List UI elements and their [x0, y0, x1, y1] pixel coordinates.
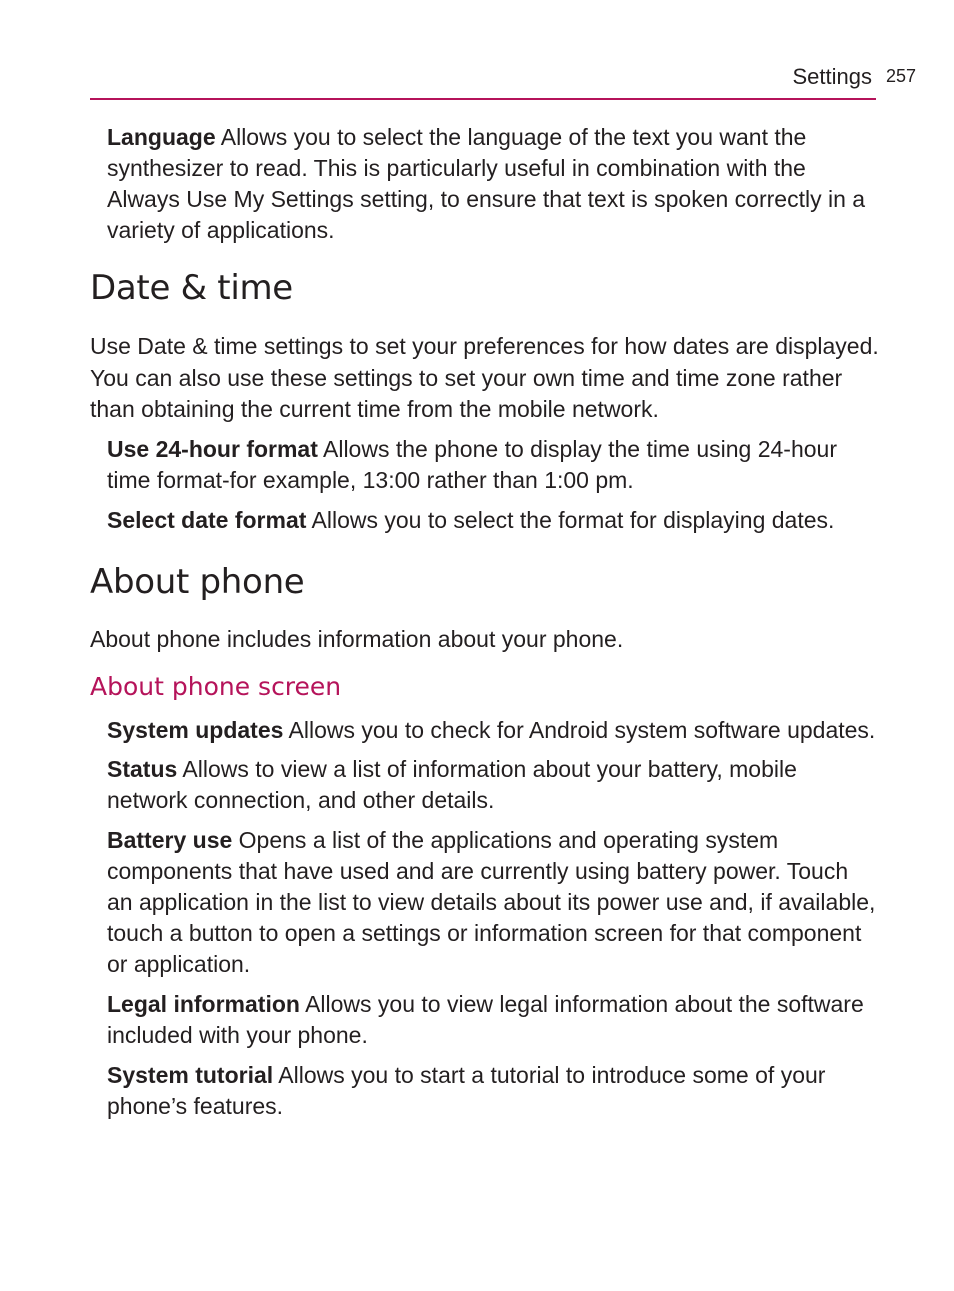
- item-term: Legal information: [107, 991, 300, 1017]
- date-time-intro: Use Date & time settings to set your preferences for how dates are displayed. You can also use these settings to set your own time and time zone rather than obtaining the current time from the mobile network.: [90, 333, 879, 422]
- date-time-heading: Date & time: [90, 268, 293, 308]
- item-description: Opens a list of the applications and operating system components that have used and are currently using battery power. Touch an application in the list to view details about its power use and, if available, touch a button to open a settings or information screen for that component or application.: [107, 827, 876, 977]
- select-date-format-item: [107, 505, 880, 536]
- language-item: [107, 122, 880, 246]
- item-description: Allows to view a list of information about your battery, mobile network connection, and other details.: [107, 756, 797, 813]
- status-item: [107, 754, 880, 816]
- use-24-hour-item: [107, 434, 880, 496]
- item-description: Allows you to start a tutorial to introduce some of your phone’s features.: [107, 1062, 826, 1119]
- legal-information-item: [107, 989, 880, 1051]
- item-term: Status: [107, 756, 178, 782]
- item-description: Allows you to select the format for displaying dates.: [311, 506, 835, 533]
- system-updates-item: [107, 715, 880, 746]
- item-term: Battery use: [107, 827, 233, 853]
- item-description: Allows the phone to display the time using 24-hour time format-for example, 13:00 rather than 1:00 pm.: [107, 435, 837, 493]
- section-title: Settings: [792, 64, 872, 89]
- page-header: [90, 62, 917, 100]
- item-term: Select date format: [107, 506, 307, 533]
- battery-use-item: [107, 825, 880, 980]
- item-term: System tutorial: [107, 1062, 274, 1088]
- item-description: Allows you to view legal information about the software included with your phone.: [107, 991, 864, 1048]
- about-phone-heading: About phone: [90, 561, 305, 602]
- page-content: [90, 122, 880, 1122]
- about-phone-screen-subheading: About phone screen: [90, 672, 342, 701]
- item-term: System updates: [107, 717, 284, 743]
- about-phone-intro: About phone includes information about your phone.: [90, 625, 624, 652]
- item-term: Language: [107, 124, 216, 150]
- item-description: Allows you to check for Android system software updates.: [288, 717, 876, 743]
- system-tutorial-item: [107, 1060, 880, 1122]
- item-term: Use 24-hour format: [107, 435, 318, 462]
- item-description: Allows you to select the language of the text you want the synthesizer to read. This is particularly useful in combination with the Always Use My Settings setting, to ensure that text is spoken correctly in a variety of applications.: [107, 124, 866, 243]
- page-number: 257: [886, 66, 917, 86]
